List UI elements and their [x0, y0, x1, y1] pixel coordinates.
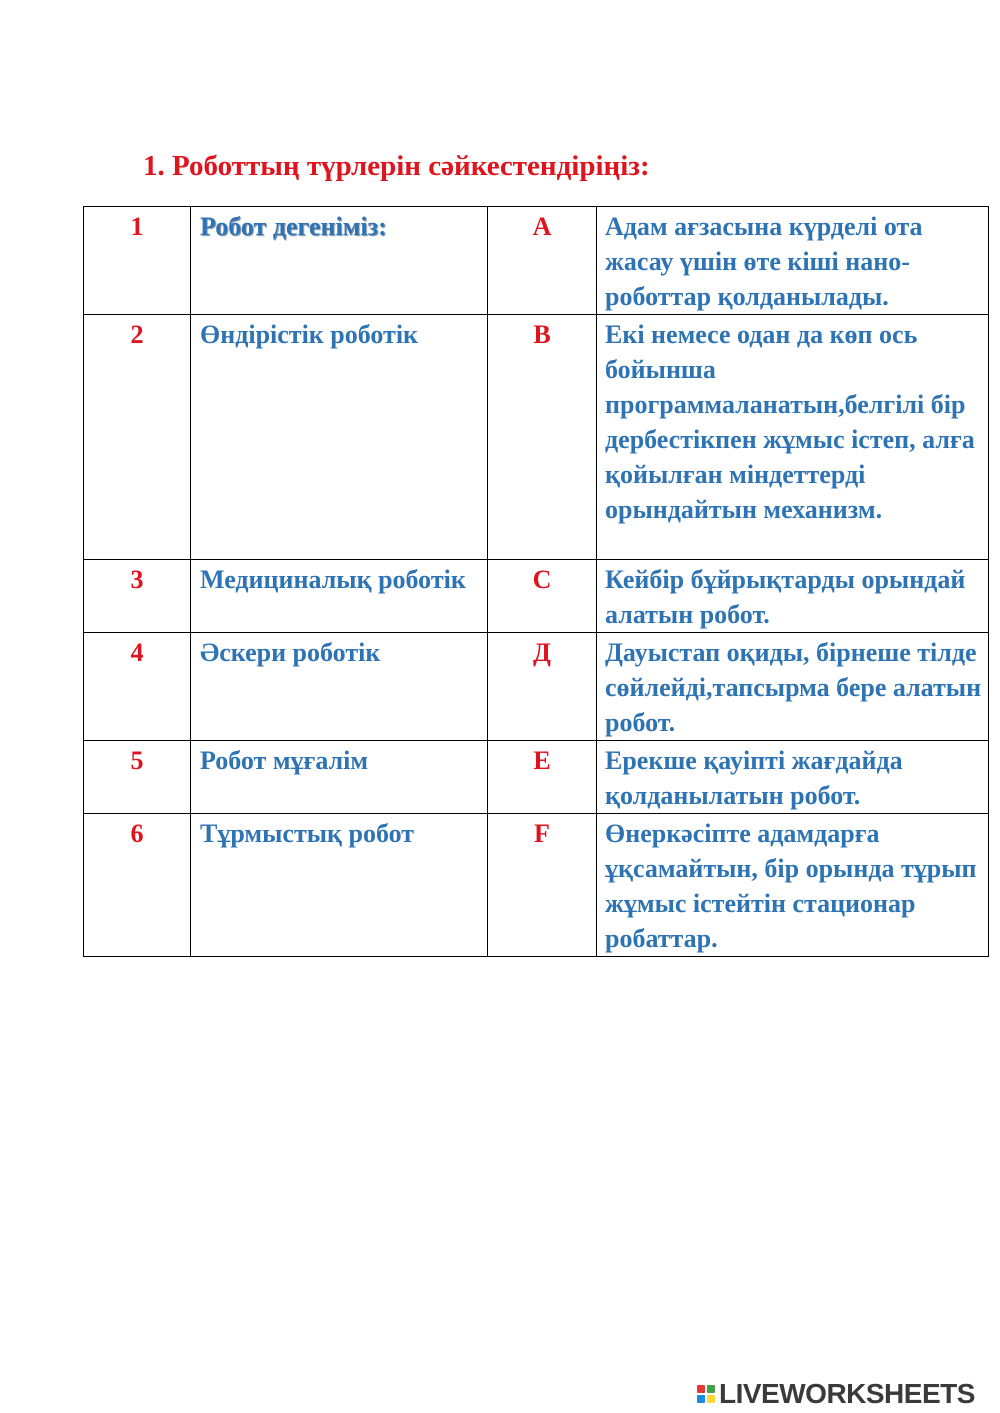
- definition-text: Кейбір бұйрықтарды орындай алатын робот.: [605, 565, 966, 629]
- answer-letter: B: [533, 320, 551, 349]
- liveworksheets-logo: [697, 1378, 975, 1410]
- definition-text: Дауыстап оқиды, бірнеше тілде сөйлейді,тапсырма бере алатын робот.: [605, 638, 982, 737]
- letter-cell: [488, 315, 597, 560]
- table-row: [84, 315, 989, 560]
- term-text: Тұрмыстық робот: [200, 819, 415, 848]
- definition-text: Екі немесе одан да көп ось бойынша программаланатын,белгілі бір дербестікпен жұмыс істеп, алға қойылған міндеттерді орындайтын механизм.: [605, 320, 975, 524]
- letter-cell: [488, 633, 597, 741]
- answer-letter: E: [533, 746, 551, 775]
- definition-text: Өнеркәсіпте адамдарға ұқсамайтын, бір орында тұрып жұмыс істейтін стационар робаттар.: [605, 819, 977, 953]
- letter-cell: [488, 741, 597, 814]
- matching-table: [83, 206, 989, 957]
- term-cell: [191, 814, 488, 957]
- letter-cell: [488, 207, 597, 315]
- answer-letter: F: [534, 819, 550, 848]
- table-row: [84, 207, 989, 315]
- row-number-cell: [84, 560, 191, 633]
- row-number-cell: [84, 814, 191, 957]
- row-number-cell: [84, 207, 191, 315]
- term-cell: [191, 315, 488, 560]
- answer-letter: A: [532, 212, 552, 241]
- row-number: 2: [130, 320, 144, 349]
- term-text: Робот мұғалім: [200, 746, 369, 775]
- row-number-cell: [84, 741, 191, 814]
- answer-letter: Д: [533, 638, 551, 667]
- table-row: [84, 741, 989, 814]
- term-text: Робот дегеніміз:: [200, 212, 387, 241]
- row-number: 4: [130, 638, 144, 667]
- term-text: Медициналық роботік: [200, 565, 466, 594]
- letter-cell: [488, 814, 597, 957]
- table-row: [84, 560, 989, 633]
- definition-cell: [597, 315, 989, 560]
- definition-text: Ерекше қауіпті жағдайда қолданылатын робот.: [605, 746, 903, 810]
- term-cell: [191, 560, 488, 633]
- definition-text: Адам ағзасына күрделі ота жасау үшін өте кіші нано-роботтар қолданылады.: [605, 212, 923, 311]
- term-text: Өндірістік роботік: [200, 320, 419, 349]
- row-number-cell: [84, 633, 191, 741]
- definition-cell: [597, 814, 989, 957]
- term-text: Әскери роботік: [200, 638, 381, 667]
- definition-cell: [597, 741, 989, 814]
- term-cell: [191, 741, 488, 814]
- table-row: [84, 633, 989, 741]
- row-number-cell: [84, 315, 191, 560]
- logo-text: LIVEWORKSHEETS: [719, 1378, 975, 1409]
- row-number: 5: [130, 746, 144, 775]
- letter-cell: [488, 560, 597, 633]
- term-cell: [191, 633, 488, 741]
- answer-letter: C: [532, 565, 552, 594]
- row-number: 3: [130, 565, 144, 594]
- liveworksheets-logo-icon: [697, 1385, 715, 1403]
- row-number: 6: [130, 819, 144, 848]
- page-title: 1. Роботтың түрлерін сәйкестендіріңіз:: [143, 150, 650, 182]
- definition-cell: [597, 207, 989, 315]
- definition-cell: [597, 560, 989, 633]
- row-number: 1: [130, 212, 144, 241]
- definition-cell: [597, 633, 989, 741]
- table-row: [84, 814, 989, 957]
- term-cell: [191, 207, 488, 315]
